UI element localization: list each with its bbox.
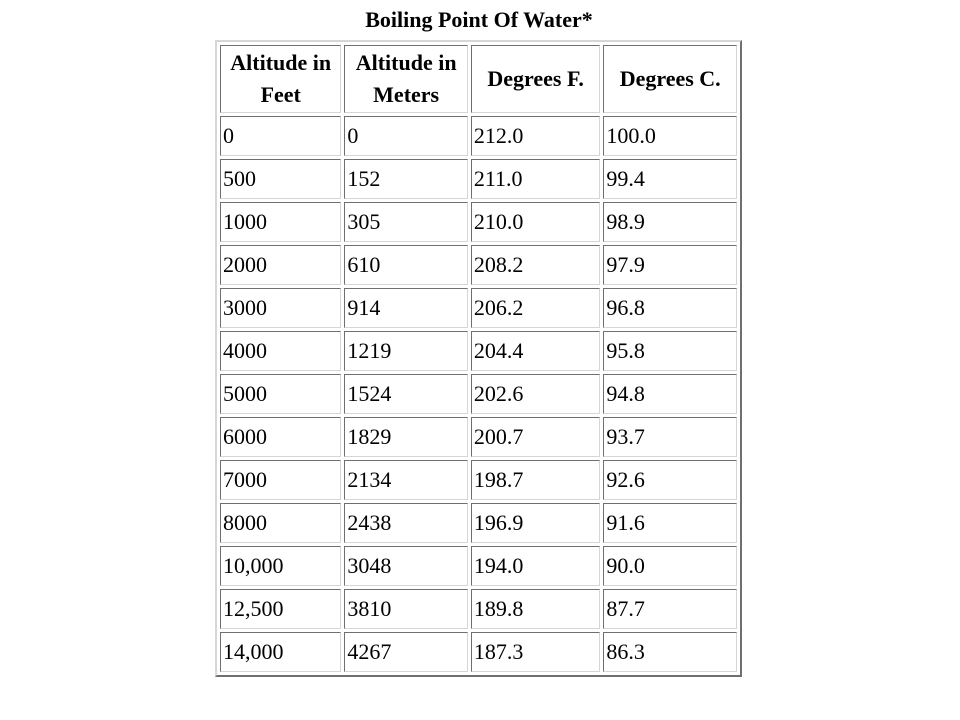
table-cell: 610 xyxy=(344,245,467,285)
table-row xyxy=(220,546,737,586)
column-header-text: Degrees C. xyxy=(619,66,721,91)
table-row xyxy=(220,245,737,285)
table-cell: 3810 xyxy=(344,589,467,629)
table-cell: 914 xyxy=(344,288,467,328)
column-header-text: Altitude in xyxy=(355,50,457,75)
column-header xyxy=(471,45,601,113)
table-cell: 97.9 xyxy=(603,245,737,285)
table-cell: 87.7 xyxy=(603,589,737,629)
table-cell: 3000 xyxy=(220,288,341,328)
table-cell: 0 xyxy=(344,116,467,156)
table-cell: 210.0 xyxy=(471,202,601,242)
table-cell: 0 xyxy=(220,116,341,156)
table-row xyxy=(220,374,737,414)
table-row xyxy=(220,632,737,672)
table-cell: 5000 xyxy=(220,374,341,414)
table-cell: 1524 xyxy=(344,374,467,414)
table-row xyxy=(220,589,737,629)
table-cell: 96.8 xyxy=(603,288,737,328)
table-row xyxy=(220,417,737,457)
table-cell: 7000 xyxy=(220,460,341,500)
table-cell: 187.3 xyxy=(471,632,601,672)
column-header xyxy=(603,45,737,113)
column-header-text: Feet xyxy=(260,82,301,107)
table-cell: 4000 xyxy=(220,331,341,371)
table-cell: 196.9 xyxy=(471,503,601,543)
table-cell: 2000 xyxy=(220,245,341,285)
table-cell: 206.2 xyxy=(471,288,601,328)
table-title: Boiling Point Of Water* xyxy=(365,7,593,32)
table-row xyxy=(220,202,737,242)
table-row xyxy=(220,159,737,199)
table-cell: 86.3 xyxy=(603,632,737,672)
table-cell: 90.0 xyxy=(603,546,737,586)
table-cell: 208.2 xyxy=(471,245,601,285)
table-cell: 4267 xyxy=(344,632,467,672)
table-cell: 93.7 xyxy=(603,417,737,457)
table-cell: 500 xyxy=(220,159,341,199)
table-cell: 152 xyxy=(344,159,467,199)
column-header-text: Degrees F. xyxy=(487,66,584,91)
table-cell: 198.7 xyxy=(471,460,601,500)
table-cell: 202.6 xyxy=(471,374,601,414)
table-cell: 91.6 xyxy=(603,503,737,543)
table-row xyxy=(220,288,737,328)
column-header-text: Altitude in xyxy=(230,50,332,75)
table-cell: 6000 xyxy=(220,417,341,457)
header-row xyxy=(220,45,737,113)
table-cell: 2134 xyxy=(344,460,467,500)
table-cell: 3048 xyxy=(344,546,467,586)
table-cell: 204.4 xyxy=(471,331,601,371)
table-cell: 200.7 xyxy=(471,417,601,457)
table-cell: 10,000 xyxy=(220,546,341,586)
column-header xyxy=(220,45,341,113)
boiling-point-table xyxy=(215,40,742,677)
table-cell: 212.0 xyxy=(471,116,601,156)
table-cell: 99.4 xyxy=(603,159,737,199)
table-cell: 305 xyxy=(344,202,467,242)
table-cell: 98.9 xyxy=(603,202,737,242)
table-cell: 100.0 xyxy=(603,116,737,156)
table-row xyxy=(220,503,737,543)
table-header xyxy=(220,45,737,113)
table-row xyxy=(220,116,737,156)
table-body xyxy=(220,116,737,672)
column-header-text: Meters xyxy=(373,82,440,107)
table-row xyxy=(220,331,737,371)
table-cell: 95.8 xyxy=(603,331,737,371)
table-row xyxy=(220,460,737,500)
table-cell: 2438 xyxy=(344,503,467,543)
table-cell: 12,500 xyxy=(220,589,341,629)
column-header xyxy=(344,45,467,113)
table-cell: 94.8 xyxy=(603,374,737,414)
table-cell: 194.0 xyxy=(471,546,601,586)
table-cell: 211.0 xyxy=(471,159,601,199)
table-cell: 1000 xyxy=(220,202,341,242)
table-cell: 92.6 xyxy=(603,460,737,500)
table-cell: 14,000 xyxy=(220,632,341,672)
table-cell: 1219 xyxy=(344,331,467,371)
table-cell: 1829 xyxy=(344,417,467,457)
table-cell: 189.8 xyxy=(471,589,601,629)
table-cell: 8000 xyxy=(220,503,341,543)
